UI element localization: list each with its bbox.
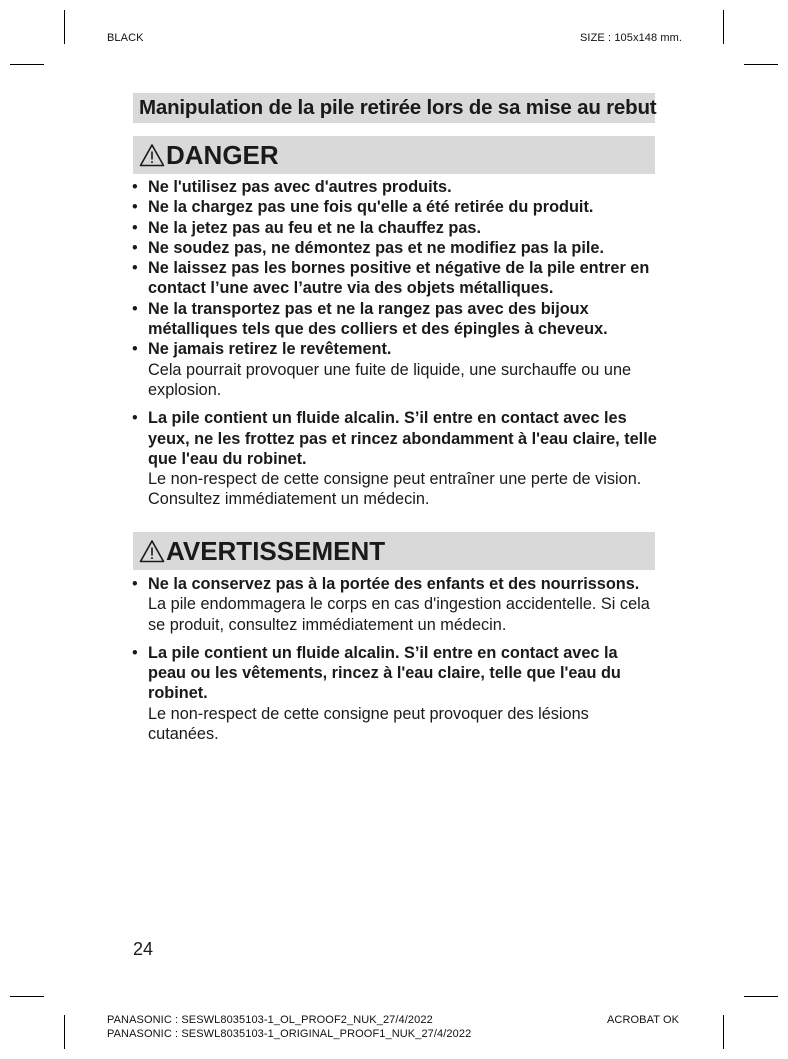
crop-mark-top-left-v — [64, 10, 65, 44]
crop-mark-bottom-left-v — [64, 1015, 65, 1049]
warning-triangle-icon — [139, 143, 165, 167]
list-item — [130, 197, 660, 217]
size-label: SIZE : 105x148 mm. — [580, 32, 683, 44]
bullet: • — [132, 178, 138, 196]
bullet: • — [132, 340, 138, 359]
crop-mark-bottom-left-h — [10, 996, 44, 997]
crop-mark-top-left-h — [10, 64, 44, 65]
bullet: • — [132, 643, 138, 662]
crop-mark-top-right-v — [723, 10, 724, 44]
bullet: • — [132, 575, 138, 593]
list-item — [130, 574, 660, 635]
color-label: BLACK — [107, 32, 144, 44]
footer-proof-line-2: PANASONIC : SESWL8035103-1_ORIGINAL_PROOF1_NUK_27/4/2022 — [107, 1028, 472, 1040]
item-detail: Le non-respect de cette consigne peut provoquer des lésions cutanées. — [148, 704, 589, 744]
bullet: • — [132, 299, 138, 318]
crop-mark-bottom-right-h — [744, 996, 778, 997]
danger-list — [130, 177, 660, 510]
section-title: Manipulation de la pile retirée lors de sa mise au rebut — [133, 93, 655, 123]
list-item — [130, 643, 660, 744]
item-detail: Le non-respect de cette consigne peut entraîner une perte de vision. Consultez immédiatement un médecin. — [148, 470, 642, 509]
footer-status: ACROBAT OK — [607, 1014, 680, 1026]
item-bold: Ne soudez pas, ne démontez pas et ne modifiez pas la pile. — [148, 238, 604, 257]
danger-heading-bar — [133, 136, 655, 174]
list-item — [130, 299, 660, 340]
list-item — [130, 408, 660, 509]
item-bold: Ne l'utilisez pas avec d'autres produits. — [148, 178, 452, 196]
list-item — [130, 339, 660, 400]
warning-list — [130, 574, 660, 744]
item-bold: La pile contient un fluide alcalin. S’il entre en contact avec les yeux, ne les frottez pas et rincez abondamment à l'eau claire, telle que l'eau du robinet. — [148, 409, 657, 468]
footer-proof-line-1: PANASONIC : SESWL8035103-1_OL_PROOF2_NUK_27/4/2022 — [107, 1014, 433, 1026]
item-bold: Ne jamais retirez le revêtement. — [148, 340, 392, 359]
item-bold: Ne la transportez pas et ne la rangez pas avec des bijoux métalliques tels que des colliers et des épingles à cheveux. — [148, 299, 608, 339]
crop-mark-top-right-h — [744, 64, 778, 65]
item-bold: Ne laissez pas les bornes positive et négative de la pile entrer en contact l’une avec l’autre via des objets métalliques. — [148, 259, 650, 298]
item-detail: Cela pourrait provoquer une fuite de liquide, une surchauffe ou une explosion. — [148, 360, 632, 399]
item-detail: La pile endommagera le corps en cas d'ingestion accidentelle. Si cela se produit, consultez immédiatement un médecin. — [148, 595, 650, 634]
list-item — [130, 258, 660, 299]
list-item — [130, 218, 660, 238]
list-item — [130, 238, 660, 258]
bullet: • — [132, 218, 138, 237]
warning-triangle-icon — [139, 539, 165, 563]
bullet: • — [132, 409, 138, 428]
bullet: • — [132, 238, 138, 257]
warning-heading: AVERTISSEMENT — [166, 536, 386, 566]
page-number: 24 — [133, 939, 154, 959]
list-item — [130, 177, 660, 197]
item-bold: Ne la chargez pas une fois qu'elle a été retirée du produit. — [148, 198, 594, 217]
item-bold: Ne la conservez pas à la portée des enfants et des nourrissons. — [148, 575, 640, 593]
item-bold: La pile contient un fluide alcalin. S’il entre en contact avec la peau ou les vêtements, rincez à l'eau claire, telle que l'eau du robinet. — [148, 643, 621, 703]
item-bold: Ne la jetez pas au feu et ne la chauffez pas. — [148, 218, 481, 237]
bullet: • — [132, 259, 138, 278]
bullet: • — [132, 198, 138, 217]
danger-heading: DANGER — [166, 140, 279, 170]
crop-mark-bottom-right-v — [723, 1015, 724, 1049]
warning-heading-bar — [133, 532, 655, 570]
